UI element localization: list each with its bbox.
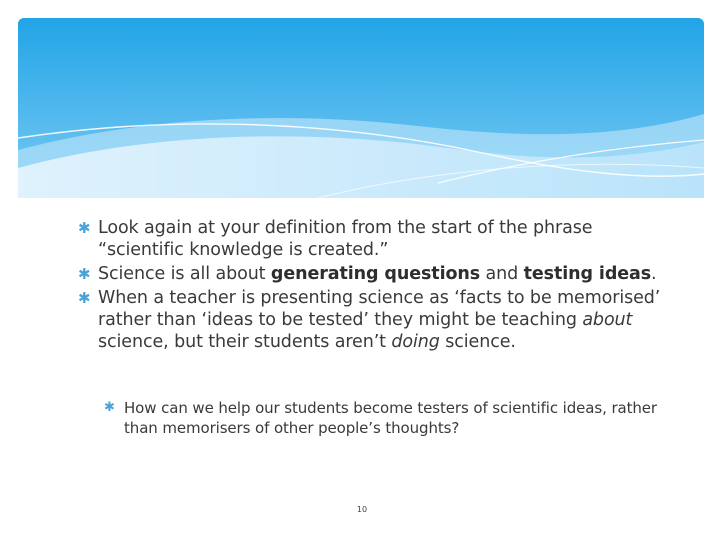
sub-bullet-item (104, 398, 664, 438)
asterisk-bullet-icon: ✱ (104, 400, 115, 415)
bold-phrase: generating questions (270, 264, 481, 284)
bullet-text: science. (439, 332, 516, 352)
bullet-text: . (651, 264, 657, 284)
main-bullet-list (78, 217, 668, 355)
bold-phrase: testing ideas (523, 264, 652, 284)
asterisk-bullet-icon: ✱ (78, 265, 91, 283)
bullet-item (78, 217, 668, 261)
sub-bullet-text: How can we help our students become testers of scientific ideas, rather than memorisers of other people’s thoughts? (124, 399, 657, 437)
bullet-text: and (480, 264, 524, 284)
header-wave-graphic (18, 18, 704, 198)
bullet-item (78, 263, 668, 285)
italic-phrase: about (582, 310, 633, 330)
page-number: 10 (356, 505, 368, 514)
italic-phrase: doing (391, 332, 440, 352)
bullet-text: science, but their students aren’t (98, 332, 392, 352)
asterisk-bullet-icon: ✱ (78, 289, 91, 307)
bullet-text: When a teacher is presenting science as ‘facts to be memorised’ rather than ‘ideas to be tested’ they might be teaching (98, 288, 661, 330)
header-banner (18, 18, 704, 198)
bullet-item (78, 287, 668, 353)
sub-bullet-list (104, 398, 664, 438)
bullet-text: Look again at your definition from the start of the phrase “scientific knowledge is created.” (98, 218, 593, 260)
asterisk-bullet-icon: ✱ (78, 219, 91, 237)
bullet-text: Science is all about (98, 264, 271, 284)
